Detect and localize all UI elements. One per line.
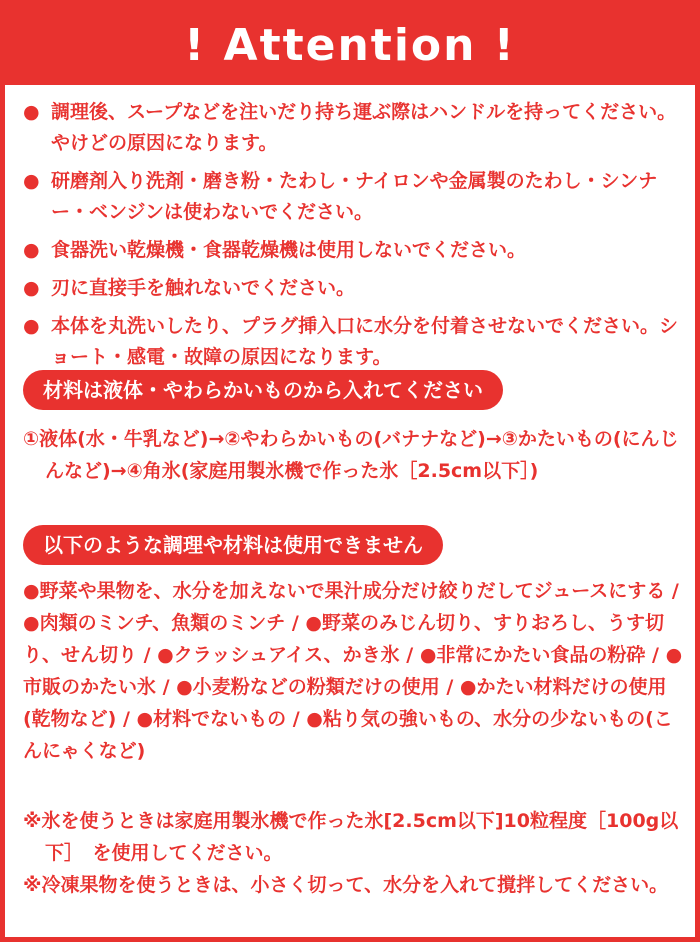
notes bbox=[23, 805, 687, 901]
caution-item: ● 刃に直接手を触れないでください。 bbox=[23, 277, 356, 299]
attention-header bbox=[5, 5, 695, 85]
caution-item: ● 食器洗い乾燥機・食器乾燥機は使用しないでください。 bbox=[23, 239, 527, 261]
prohibited-heading: 以下のような調理や材料は使用できません bbox=[23, 525, 443, 565]
attention-title: ! Attention ! bbox=[184, 19, 516, 71]
caution-item: ● 本体を丸洗いしたり、プラグ挿入口に水分を付着させないでください。ショート・感電・故障の原因になります。 bbox=[23, 315, 679, 368]
prohibited-text: ●野菜や果物を、水分を加えないで果汁成分だけ絞りだしてジュースにする / ●肉類のミンチ、魚類のミンチ / ●野菜のみじん切り、すりおろし、うす切り、せん切り / ●クラッシュアイス、かき氷 / ●非常にかたい食品の粉砕 / ●市販のかたい氷 / ●小麦粉などの粉類だけの使用 / ●かたい材料だけの使用(乾物など) / ●材料でないもの / ●粘り気の強いもの、水分の少ないもの(こんにゃくなど) bbox=[23, 580, 683, 762]
note-frozen-fruit: ※冷凍果物を使うときは、小さく切って、水分を入れて撹拌してください。 bbox=[23, 874, 669, 896]
order-heading: 材料は液体・やわらかいものから入れてください bbox=[23, 370, 503, 410]
caution-item: ● 調理後、スープなどを注いだり持ち運ぶ際はハンドルを持ってください。やけどの原因になります。 bbox=[23, 101, 677, 154]
caution-list bbox=[23, 97, 687, 373]
note-ice: ※氷を使うときは家庭用製氷機で作った氷[2.5cm以下]10粒程度［100g以下］ を使用してください。 bbox=[23, 810, 679, 864]
order-text: ①液体(水・牛乳など)→②やわらかいもの(バナナなど)→③かたいもの(にんじんなど)→④角氷(家庭用製氷機で作った氷［2.5cm以下］) bbox=[23, 428, 679, 482]
caution-item: ● 研磨剤入り洗剤・磨き粉・たわし・ナイロンや金属製のたわし・シンナー・ベンジンは使わないでください。 bbox=[23, 170, 658, 223]
